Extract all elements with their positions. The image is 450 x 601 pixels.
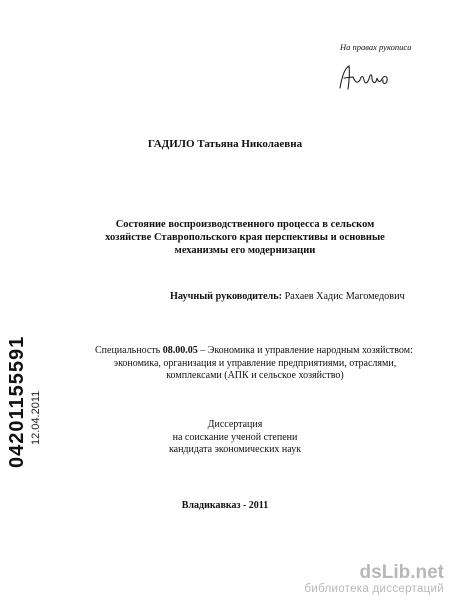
handwritten-signature xyxy=(336,62,396,92)
advisor-name: Рахаев Хадис Магомедович xyxy=(284,291,405,302)
city-year: Владикавказ - 2011 xyxy=(181,500,269,511)
specialty-line-3: комплексами (АПК и сельское хозяйство) xyxy=(166,370,344,381)
library-stamp-date: 12.04.2011 xyxy=(30,390,42,445)
author-name: ГАДИЛО Татьяна Николаевна xyxy=(147,138,303,150)
specialty-block xyxy=(95,345,415,383)
degree-line-2: на соискание ученой степени xyxy=(172,431,298,443)
title-line-3: механизмы его модернизации xyxy=(174,245,316,256)
rights-note: На правах рукописи xyxy=(340,42,412,52)
specialty-line-1 xyxy=(95,345,415,358)
title-line-1: Состояние воспроизводственного процесса в сельском xyxy=(115,219,375,230)
specialty-name: – Экономика и управление народным хозяйством: xyxy=(200,345,413,356)
degree-line-1: Диссертация xyxy=(207,419,263,430)
watermark-logo: dsLib.net xyxy=(359,562,444,583)
title-line-2: хозяйстве Ставропольского края перспективы и основные xyxy=(105,232,385,243)
specialty-label: Специальность xyxy=(95,345,161,356)
library-stamp-code: 04201155591 xyxy=(6,335,28,468)
watermark xyxy=(304,563,444,595)
advisor-label: Научный руководитель: xyxy=(170,291,283,302)
dissertation-title xyxy=(95,218,395,257)
watermark-tagline: библиотека диссертаций xyxy=(304,583,444,595)
specialty-code: 08.00.05 xyxy=(162,345,198,356)
degree-line-3: кандидата экономических наук xyxy=(168,444,302,455)
scientific-advisor xyxy=(170,291,405,302)
degree-statement xyxy=(150,419,320,457)
specialty-line-2: экономика, организация и управление предприятиями, отраслями, xyxy=(113,357,397,369)
